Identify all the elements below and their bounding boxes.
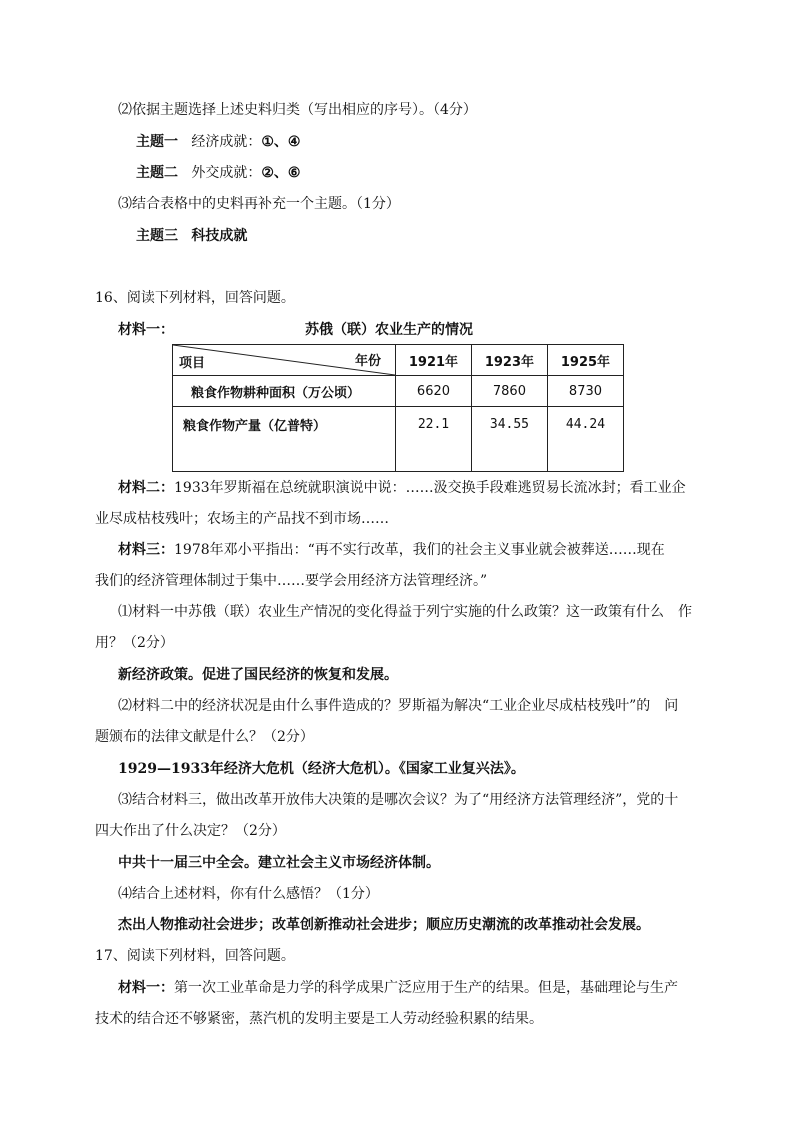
material3-label: 材料三：: [118, 542, 174, 558]
q17-material1-line2: 技术的结合还不够紧密，蒸汽机的发明主要是工人劳动经验积累的结果。: [95, 1011, 543, 1027]
q16-q3-line2: 四大作出了什么决定？（2分）: [95, 823, 286, 839]
table-corner-cell: [173, 345, 396, 376]
theme3-answer: 科技成就: [191, 228, 248, 244]
theme1-label: 主题一: [136, 134, 178, 150]
table-cell: 6620: [396, 376, 472, 407]
q15-theme2: [136, 163, 300, 183]
q16-answer3: 中共十一届三中全会。建立社会主义市场经济体制。: [118, 855, 440, 871]
material2-line1: 1933年罗斯福在总统就职演说中说：……汲交换手段难逃贸易长流冰封；看工业企: [174, 480, 686, 496]
corner-year-label: 年份: [354, 354, 381, 369]
theme3-label: 主题三: [136, 228, 178, 244]
q16-q2-line2: 题颁布的法律文献是什么？（2分）: [95, 729, 314, 745]
year-header: 1923年: [471, 345, 547, 376]
year-header: 1921年: [396, 345, 472, 376]
table-cell: 7860: [471, 376, 547, 407]
q16-q3-line1: ⑶结合材料三，做出改革开放伟大决策的是哪次会议？为了“用经济方法管理经济”，党的十: [118, 792, 679, 808]
q16-answer1: 新经济政策。促进了国民经济的恢复和发展。: [118, 667, 398, 683]
table-cell: 22.1: [396, 407, 472, 472]
q16-answer2: 1929—1933年经济大危机（经济大危机）。《国家工业复兴法》。: [118, 761, 525, 777]
q17-material1: [118, 978, 678, 998]
agriculture-table: [172, 344, 624, 472]
q16-answer4: 杰出人物推动社会进步；改革创新推动社会进步；顺应历史潮流的改革推动社会发展。: [118, 917, 650, 933]
material2-line2: 业尽成枯枝残叶；农场主的产品找不到市场……: [95, 511, 389, 527]
theme2-answer: ②、⑥: [261, 165, 301, 181]
q16-q4: ⑷结合上述材料，你有什么感悟？（1分）: [118, 886, 379, 902]
year-header: 1925年: [547, 345, 623, 376]
q16-q1-line1: ⑴材料一中苏俄（联）农业生产情况的变化得益于列宁实施的什么政策？这一政策有什么 作: [118, 604, 692, 620]
material3-line1: 1978年邓小平指出：“再不实行改革，我们的社会主义事业就会被葬送……现在: [174, 542, 665, 558]
q15-theme3: [136, 226, 247, 246]
material2-label: 材料二：: [118, 480, 174, 496]
q17-material1-label: 材料一：: [118, 980, 174, 996]
table-cell: 8730: [547, 376, 623, 407]
q17-intro: 17、阅读下列材料，回答问题。: [95, 948, 295, 964]
material3-line2: 我们的经济管理体制过于集中……要学会用经济方法管理经济。”: [95, 573, 488, 589]
q16-material3: [118, 540, 665, 560]
q15-theme1: [136, 132, 300, 152]
corner-item-label: 项目: [179, 356, 206, 371]
table-title: 苏俄（联）农业生产的情况: [305, 322, 473, 338]
table-header-row: [173, 345, 624, 376]
theme1-answer: ①、④: [261, 134, 301, 150]
theme2-label: 主题二: [136, 165, 178, 181]
q15-part2-prompt: ⑵依据主题选择上述史料归类（写出相应的序号）。（4分）: [118, 102, 477, 118]
q15-part3-prompt: ⑶结合表格中的史料再补充一个主题。（1分）: [118, 196, 400, 212]
theme1-text: 经济成就：: [191, 134, 262, 150]
table-row: [173, 376, 624, 407]
table-row: [173, 407, 624, 472]
row-label: 粮食作物耕种面积（万公顷）: [173, 376, 396, 407]
table-cell: 34.55: [471, 407, 547, 472]
q16-q2-line1: ⑵材料二中的经济状况是由什么事件造成的？罗斯福为解决“工业企业尽成枯枝残叶”的 问: [118, 698, 679, 714]
q16-intro: 16、阅读下列材料，回答问题。: [95, 290, 295, 306]
table-cell: 44.24: [547, 407, 623, 472]
q16-material1-label: 材料一：: [118, 322, 174, 338]
q17-material1-line1: 第一次工业革命是力学的科学成果广泛应用于生产的结果。但是，基础理论与生产: [174, 980, 678, 996]
q16-material2: [118, 478, 686, 498]
row-label: 粮食作物产量（亿普特）: [173, 407, 396, 472]
theme2-text: 外交成就：: [191, 165, 262, 181]
q16-q1-line2: 用？（2分）: [95, 635, 174, 651]
